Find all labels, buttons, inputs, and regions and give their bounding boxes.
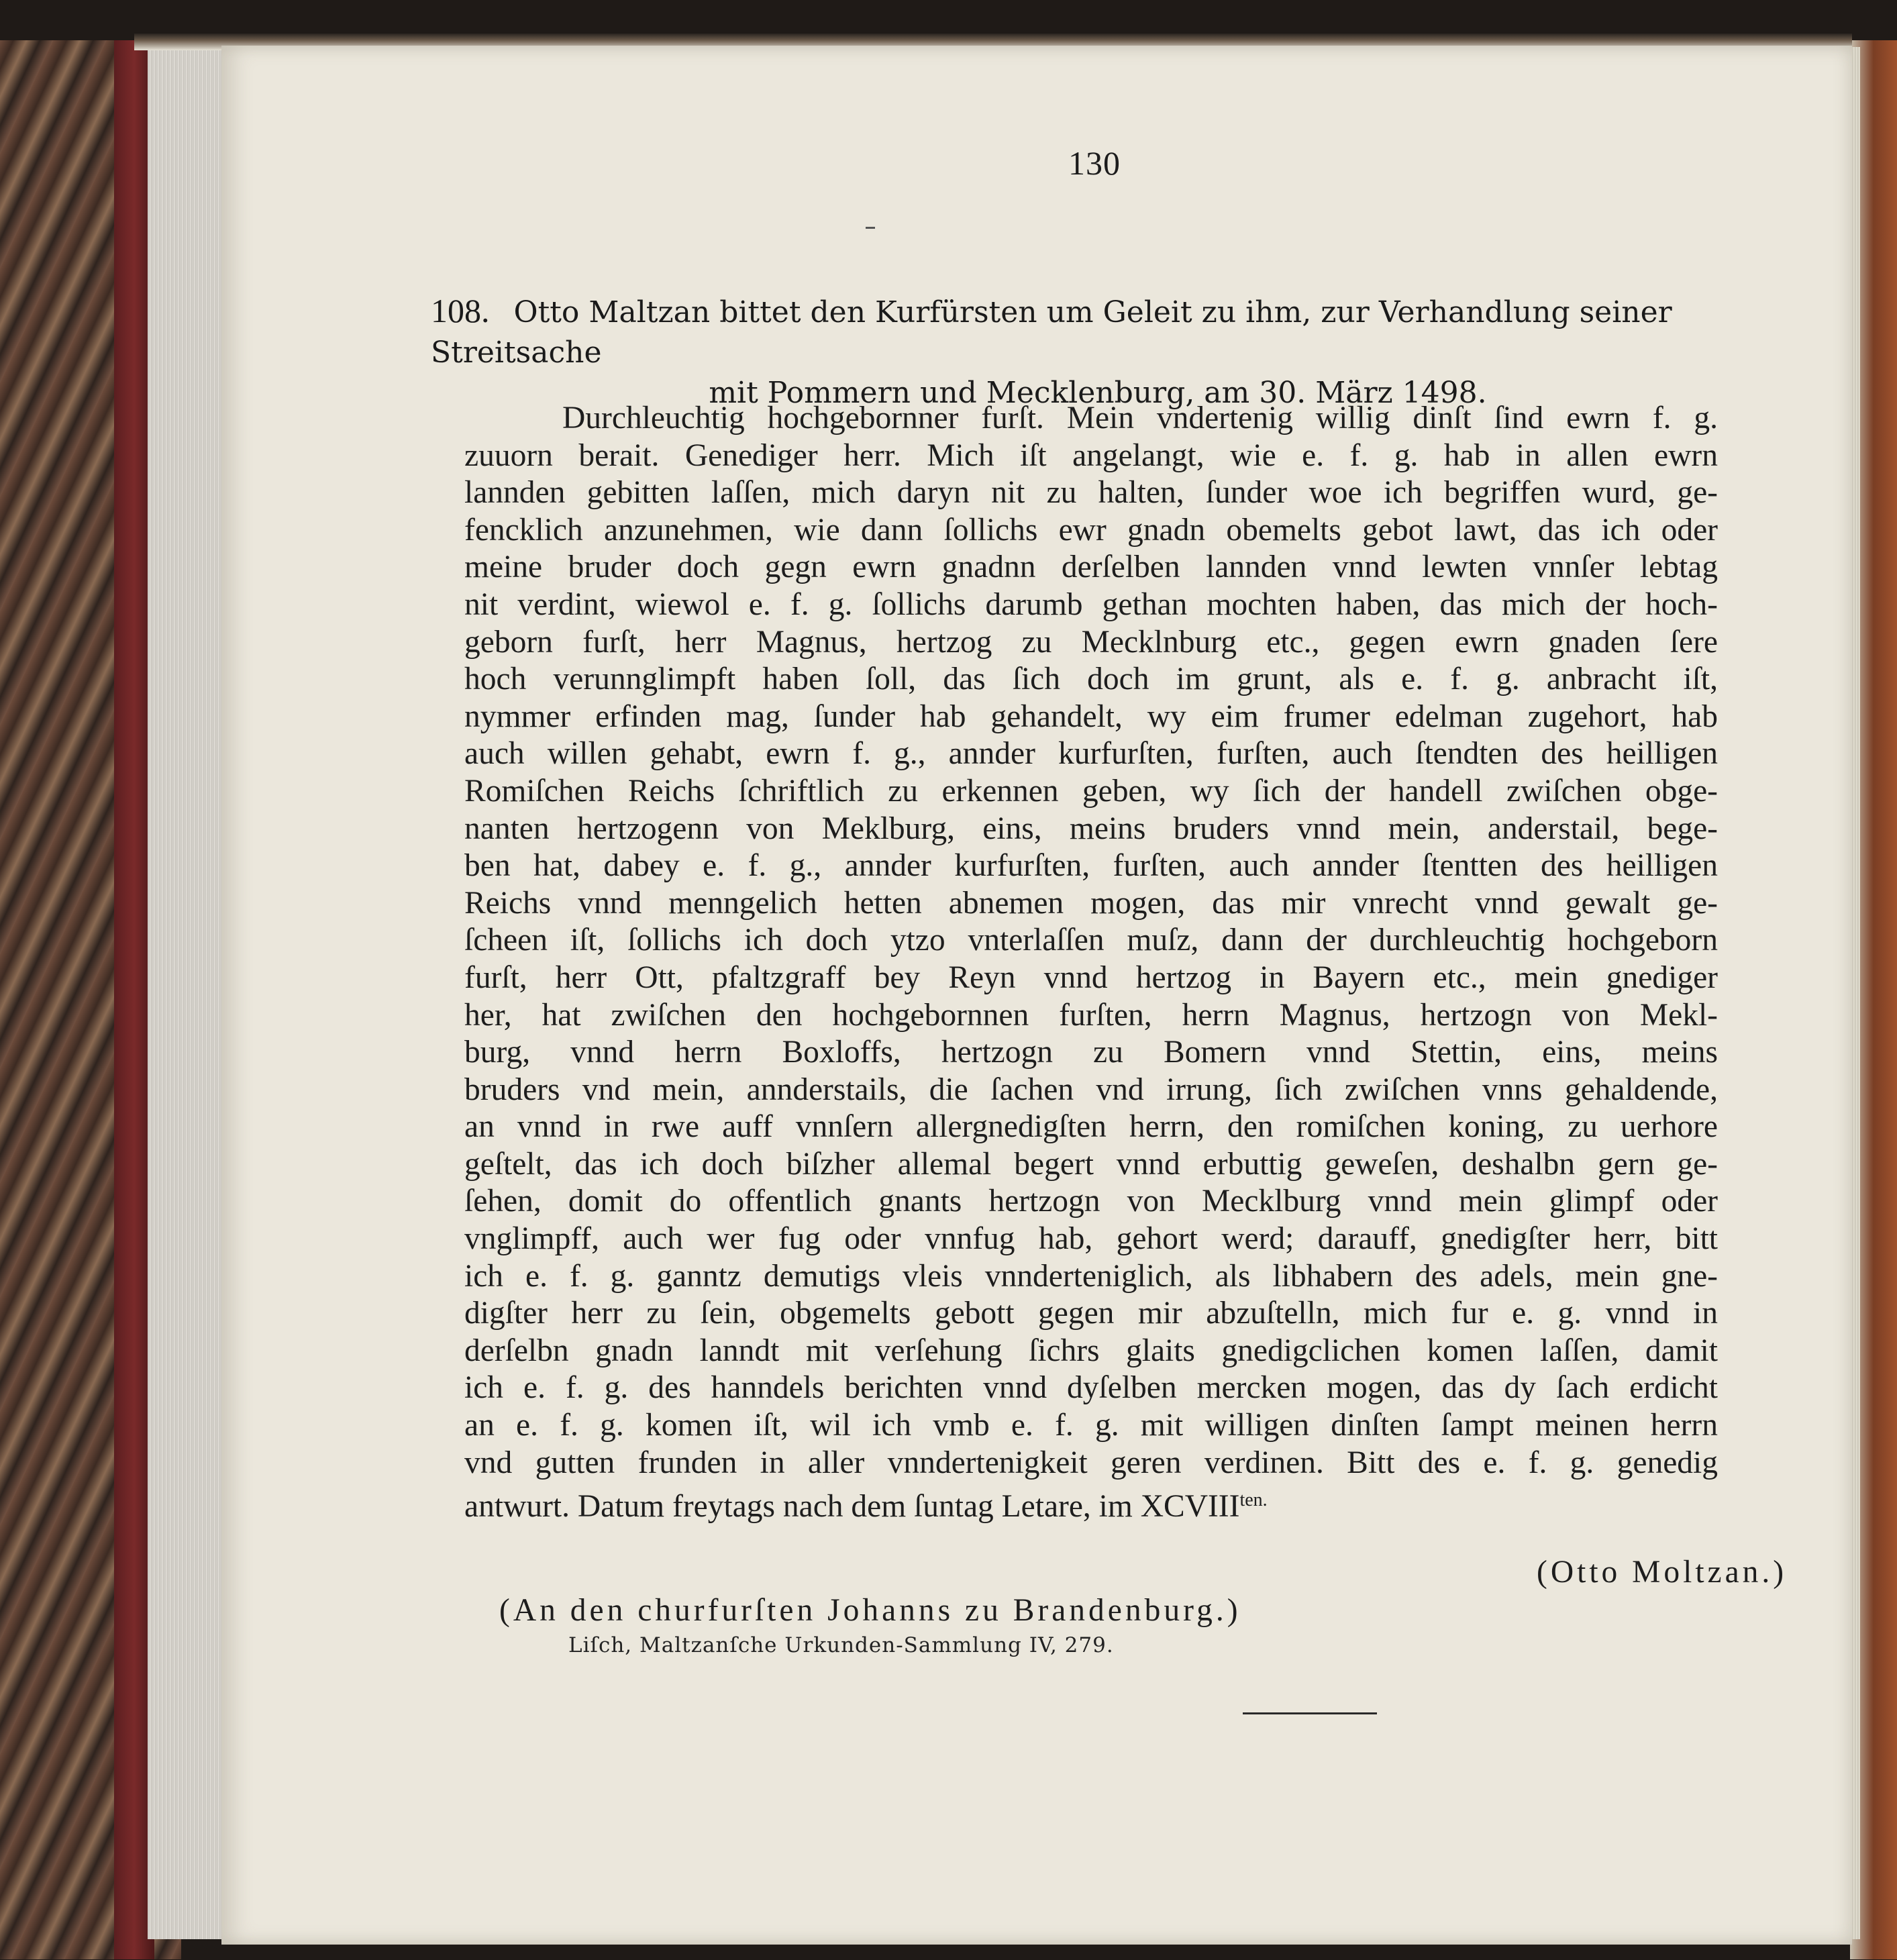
document-number: 108.	[431, 292, 490, 329]
superscript-suffix: ten.	[1239, 1490, 1268, 1511]
body-line: Reichs vnnd menngelich hetten abnemen mogen, das mir vnrecht vnnd gewalt ge-	[464, 885, 1718, 921]
body-line: bruders vnd mein, annderstails, die ſachen vnd irrung, ſich zwiſchen vnns gehaldende,	[464, 1072, 1718, 1107]
body-line: furſt, herr Ott, pfaltzgraff bey Reyn vnnd hertzog in Bayern etc., mein gnediger	[464, 960, 1718, 995]
body-line: nanten hertzogenn von Meklburg, eins, meins bruders vnnd mein, anderstail, bege-	[464, 811, 1718, 846]
source-citation: Liſch, Maltzanſche Urkunden-Sammlung IV, 279.	[568, 1633, 1114, 1657]
body-line: lannden gebitten laſſen, mich daryn nit zu halten, ſunder woe ich begriffen wurd, ge-	[464, 475, 1718, 511]
body-line: ich e. f. g. ganntz demutigs vleis vnnderteniglich, als libhabern des adels, mein gne-	[464, 1258, 1718, 1294]
body-line: an e. f. g. komen iſt, wil ich vmb e. f. g. mit willigen dinſten ſampt meinen herrn	[464, 1408, 1718, 1443]
body-line: zuuorn berait. Genediger herr. Mich iſt angelangt, wie e. f. g. hab in allen ewrn	[464, 437, 1718, 473]
book-page	[221, 46, 1852, 1945]
body-line: vnd gutten frunden in aller vnndertenigkeit geren verdinen. Bitt des e. f. g. genedig	[464, 1445, 1718, 1480]
page-number: 130	[1068, 144, 1121, 182]
body-line: hoch verunnglimpft haben ſoll, das ſich doch im grunt, als e. f. g. anbracht iſt,	[464, 662, 1718, 697]
page-stack-left	[148, 47, 228, 1939]
body-line: fencklich anzunehmen, wie dann ſollichs ewr gnadn obemelts gebot lawt, das ich oder	[464, 512, 1718, 548]
section-rule	[1243, 1712, 1377, 1714]
body-line: Durchleuchtig hochgebornner furſt. Mein vndertenig willig dinſt ſind ewrn f. g.	[562, 401, 1718, 435]
body-line: an vnnd in rwe auff vnnſern allergnedigſten herrn, den romiſchen koning, zu uerhore	[464, 1109, 1718, 1145]
addressee: (An den churfurſten Johanns zu Brandenburg.)	[499, 1593, 1241, 1628]
signature: (Otto Moltzan.)	[1537, 1555, 1788, 1590]
letter-body	[464, 400, 1718, 1525]
body-line: derſelbn gnadn lanndt mit verſehung ſichrs glaits gnedigclichen komen laſſen, damit	[464, 1333, 1718, 1368]
body-line: ſehen, domit do offentlich gnants hertzogn von Mecklburg vnnd mein glimpf oder	[464, 1184, 1718, 1219]
body-line: nit verdint, wiewol e. f. g. ſollichs darumb gethan mochten haben, das mich der hoch-	[464, 586, 1718, 622]
body-line: vnglimpff, auch wer fug oder vnnfug hab, gehort werd; darauff, gnedigſter herr, bitt	[464, 1221, 1718, 1257]
body-line: geborn furſt, herr Magnus, hertzog zu Mecklnburg etc., gegen ewrn gnaden ſere	[464, 624, 1718, 660]
heading-line-1: Otto Maltzan bittet den Kurfürsten um Geleit zu ihm, zur Verhandlung seiner Streitsache	[431, 295, 1672, 370]
document-heading	[431, 291, 1718, 413]
body-line: her, hat zwiſchen den hochgebornnen furſten, herrn Magnus, hertzogn von Mekl-	[464, 997, 1718, 1033]
body-line: ſcheen iſt, ſollichs ich doch ytzo vnterlaſſen muſz, dann der durchleuchtig hochgeborn	[464, 923, 1718, 958]
body-line: antwurt. Datum freytags nach dem ſuntag Letare, im $XCVIII^{ten.}$	[464, 1489, 1268, 1525]
body-line: nymmer erfinden mag, ſunder hab gehandelt, wy eim frumer edelman zugehort, hab	[464, 699, 1718, 734]
page-mark	[866, 227, 875, 229]
body-line: Romiſchen Reichs ſchriftlich zu erkennen geben, wy ſich der handell zwiſchen obge-	[464, 773, 1718, 809]
body-line: ben hat, dabey e. f. g., annder kurfurſten, furſten, auch annder ſtentten des heilligen	[464, 848, 1718, 884]
body-line: auch willen gehabt, ewrn f. g., annder kurfurſten, furſten, auch ſtendten des heilligen	[464, 736, 1718, 772]
body-line: meine bruder doch gegn ewrn gnadnn derſelben lannden vnnd lewten vnnſer lebtag	[464, 550, 1718, 585]
heading-line-2: mit Pommern und Mecklenburg, am 30. März 1498.	[709, 376, 1487, 410]
body-line: burg, vnnd herrn Boxloffs, hertzogn zu Bomern vnnd Stettin, eins, meins	[464, 1035, 1718, 1070]
body-line: digſter herr zu ſein, obgemelts gebott gegen mir abzuſtelln, mich fur e. g. vnnd in	[464, 1296, 1718, 1331]
body-line: ich e. f. g. des hanndels berichten vnnd dyſelben mercken mogen, das dy ſach erdicht	[464, 1370, 1718, 1406]
body-line: geſtelt, das ich doch biſzher allemal begert vnnd erbuttig geweſen, deshalbn gern ge-	[464, 1146, 1718, 1182]
